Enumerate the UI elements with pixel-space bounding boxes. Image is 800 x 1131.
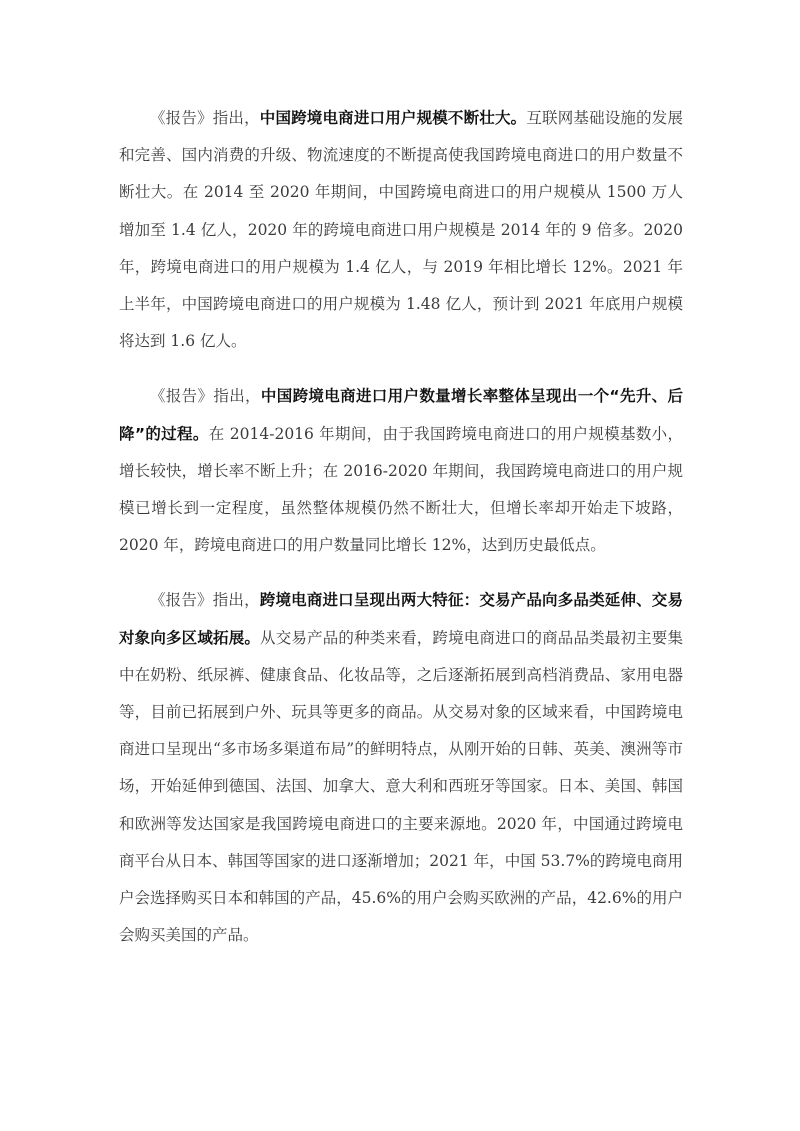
paragraph-body: 互联网基础设施的发展和完善、国内消费的升级、物流速度的不断提高使我国跨境电商进口的用户数量不断壮大。在 2014 至 2020 年期间，中国跨境电商进口的用户规模从 1500 万人增加至 1.4 亿人，2020 年的跨境电商进口用户规模是 2014 年的 9 倍多。2020 年，跨境电商进口的用户规模为 1.4 亿人，与 2019 年相比增长 12%。2021 年上半年，中国跨境电商进口的用户规模为 1.48 亿人，预计到 2021 年底用户规模将达到 1.6 亿人。 <box>119 109 683 351</box>
document-page <box>119 100 683 972</box>
paragraph-body: 在 2014-2016 年期间，由于我国跨境电商进口的用户规模基数小，增长较快，增长率不断上升；在 2016-2020 年期间，我国跨境电商进口的用户规模已增长到一定程度，虽然整体规模仍然不断壮大，但增长率却开始走下坡路，2020 年，跨境电商进口的用户数量同比增长 12%，达到历史最低点。 <box>119 424 683 555</box>
paragraph-lead: 《报告》指出， <box>150 591 260 610</box>
paragraph-user-scale <box>119 100 683 360</box>
paragraph-growth-rate <box>119 378 683 564</box>
paragraph-body: 从交易产品的种类来看，跨境电商进口的商品品类最初主要集中在奶粉、纸尿裤、健康食品、化妆品等，之后逐渐拓展到高档消费品、家用电器等，目前已拓展到户外、玩具等更多的商品。从交易对象的区域来看，中国跨境电商进口呈现出“多市场多渠道布局”的鲜明特点，从刚开始的日韩、英美、澳洲等市场，开始延伸到德国、法国、加拿大、意大利和西班牙等国家。日本、美国、韩国和欧洲等发达国家是我国跨境电商进口的主要来源地。2020 年，中国通过跨境电商平台从日本、韩国等国家的进口逐渐增加；2021 年，中国 53.7%的跨境电商用户会选择购买日本和韩国的产品，45.6%的用户会购买欧洲的产品，42.6%的用户会购买美国的产品。 <box>119 628 683 945</box>
paragraph-lead: 《报告》指出， <box>150 109 260 127</box>
paragraph-two-features <box>119 582 683 954</box>
paragraph-lead: 《报告》指出， <box>150 387 261 406</box>
paragraph-key-point: 跨境电商进口呈现出两大特征：交易产品向多品类延伸、交易对象向多区域拓展。 <box>119 591 683 647</box>
paragraph-key-point: 中国跨境电商进口用户数量增长率整体呈现出一个“先升、后降”的过程。 <box>119 387 683 443</box>
paragraph-key-point: 中国跨境电商进口用户规模不断壮大。 <box>259 109 527 127</box>
